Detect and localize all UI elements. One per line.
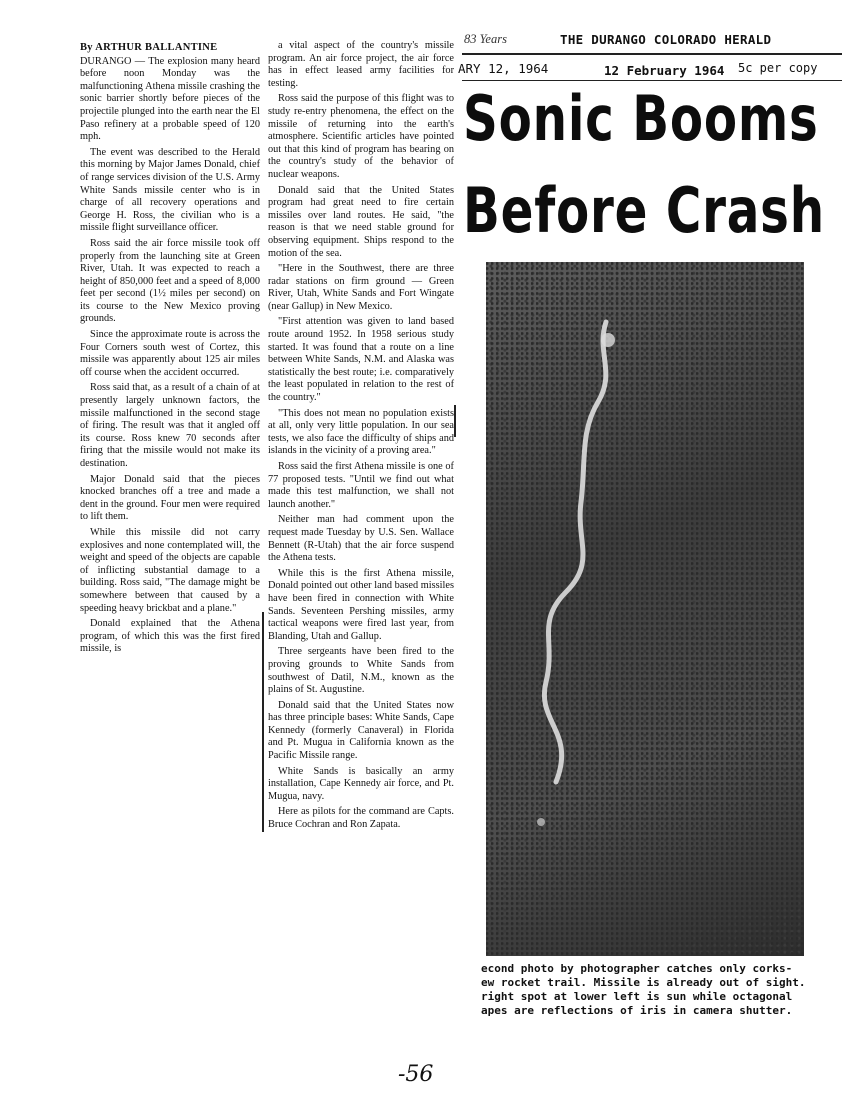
paragraph: Three sergeants have been fired to the proving grounds to White Sands from southwest of Datil, N.M., known as the plains of St. Augustine. — [268, 646, 454, 696]
article-column-1 — [80, 42, 260, 659]
paragraph: "This does not mean no population exists at all, only very little population. In our sea tests, we also face the difficulty of ships and islands in the vicinity of a proving area." — [268, 407, 454, 457]
paragraph: a vital aspect of the country's missile program. An air force project, the air force has in effect leased army facilities for testing. — [268, 40, 454, 89]
headline-line-2: Before Crash — [463, 174, 825, 247]
paragraph: Ross said that, as a result of a chain of at presently largely unknown factors, the missile malfunctioned in the second stage of firing. The result was that it angled off its course. Ross knew 70 seconds after firing that the missile would not make its destination. — [80, 382, 260, 469]
caption-line-3: right spot at lower left is sun while octagonal — [481, 990, 793, 1003]
paragraph: "Here in the Southwest, there are three radar stations on firm ground — Green River, Utah, White Sands and Fort Wingate (near Gallup) in New Mexico. — [268, 263, 454, 312]
price-label: 5c per copy — [738, 61, 818, 75]
paragraph: DURANGO — The explosion many heard before noon Monday was the malfunctioning Athena missile crashing the sonic barrier shortly before pieces of the projectile plunged into the earth near the El Paso refinery at a probable speed of 120 mph. — [80, 55, 260, 143]
caption-line-1: econd photo by photographer catches only corks- — [481, 962, 793, 975]
paragraph: Donald explained that the Athena program, of which this was the first fired missile, is — [80, 618, 260, 655]
paragraph: Ross said the air force missile took off properly from the launching site at Green River, Utah. It was expected to reach a height of 850,000 feet and a speed of 8,000 feet per second (1½ miles per second) on its course to the New Mexico proving grounds. — [80, 237, 260, 325]
column-divider-1 — [262, 612, 264, 832]
paragraph: While this is the first Athena missile, Donald pointed out other land based missiles have been fired in connection with White Sands. Seventeen Pershing missiles, army tactical weapons were fired last year, from Blanding, Utah and Gallup. — [268, 567, 454, 642]
paragraph: White Sands is basically an army installation, Cape Kennedy air force, and Pt. Mugua, navy. — [268, 765, 454, 802]
masthead-rule — [462, 53, 842, 55]
date-rule — [462, 80, 842, 81]
newspaper-name: THE DURANGO COLORADO HERALD — [560, 32, 772, 47]
paragraph: While this missile did not carry explosives and none contemplated will, the weight and speed of the objects are capable of inflicting substantial damage to a building. Ross said, "The damage might be somewhere between that caused by a speeding heavy brickbat and a plane." — [80, 526, 260, 614]
years-label: 83 Years — [464, 32, 507, 46]
paragraph: "First attention was given to land based route around 1952. In 1958 serious study started. It was found that a route on a line between White Sands, N.M. and Alaska was statistically the best route; i.e. comparatively the least populated in relation to the rest of the country." — [268, 316, 454, 404]
photo-caption — [481, 962, 821, 1018]
printed-date: ARY 12, 1964 — [458, 61, 549, 76]
paragraph: Here as pilots for the command are Capts. Bruce Cochran and Ron Zapata. — [268, 806, 454, 831]
column-divider-2 — [454, 405, 456, 437]
caption-line-4: apes are reflections of iris in camera shutter. — [481, 1004, 793, 1017]
column-2-paragraphs — [268, 40, 454, 832]
page-number: -56 — [398, 1062, 434, 1087]
column-1-paragraphs — [80, 56, 260, 656]
paragraph: Ross said the first Athena missile is one of 77 proposed tests. "Until we find out what made this test malfunction, we shall not launch another." — [268, 461, 454, 510]
paragraph: Donald said that the United States program had great need to fire certain missiles over land routes. He said, "the reason is that we need stable ground for observing equipment. Ships respond to the motion of the sea. — [268, 184, 454, 259]
paragraph: Since the approximate route is across the Four Corners south west of Cortez, this missile was apparently about 125 air miles off course when the accident occurred. — [80, 329, 260, 378]
paragraph: Donald said that the United States now has three principle bases: White Sands, Cape Kennedy (formerly Canaveral) in Florida and Pt. Mugua in California known as the Pacific Missile range. — [268, 699, 454, 762]
caption-line-2: ew rocket trail. Missile is already out of sight. — [481, 976, 806, 989]
handwritten-date: 12 February 1964 — [604, 63, 725, 78]
rocket-trail-svg — [486, 262, 804, 956]
paragraph: Major Donald said that the pieces knocked branches off a tree and made a dent in the ground. Four men were required to lift them. — [80, 473, 260, 523]
paragraph: Ross said the purpose of this flight was to study re-entry phenomena, the effect on the missile of returning into the earth's atmosphere. Scientific articles have pointed out that this kind of program has bearing on the country's study of the behavior of nuclear weapons. — [268, 93, 454, 180]
article-column-2 — [268, 40, 454, 835]
headline-line-1: Sonic Booms — [463, 82, 819, 155]
byline: By ARTHUR BALLANTINE — [80, 42, 218, 53]
paragraph: The event was described to the Herald this morning by Major James Donald, chief of range services division of the U.S. Army White Sands missile center who is in charge of all recovery operations and George H. Ross, the civilian who is a missile flight surveillance officer. — [80, 146, 260, 234]
paragraph: Neither man had comment upon the request made Tuesday by U.S. Sen. Wallace Bennett (R-Utah) that the air force suspend the Athena tests. — [268, 514, 454, 564]
rocket-trail-photo — [486, 262, 804, 956]
